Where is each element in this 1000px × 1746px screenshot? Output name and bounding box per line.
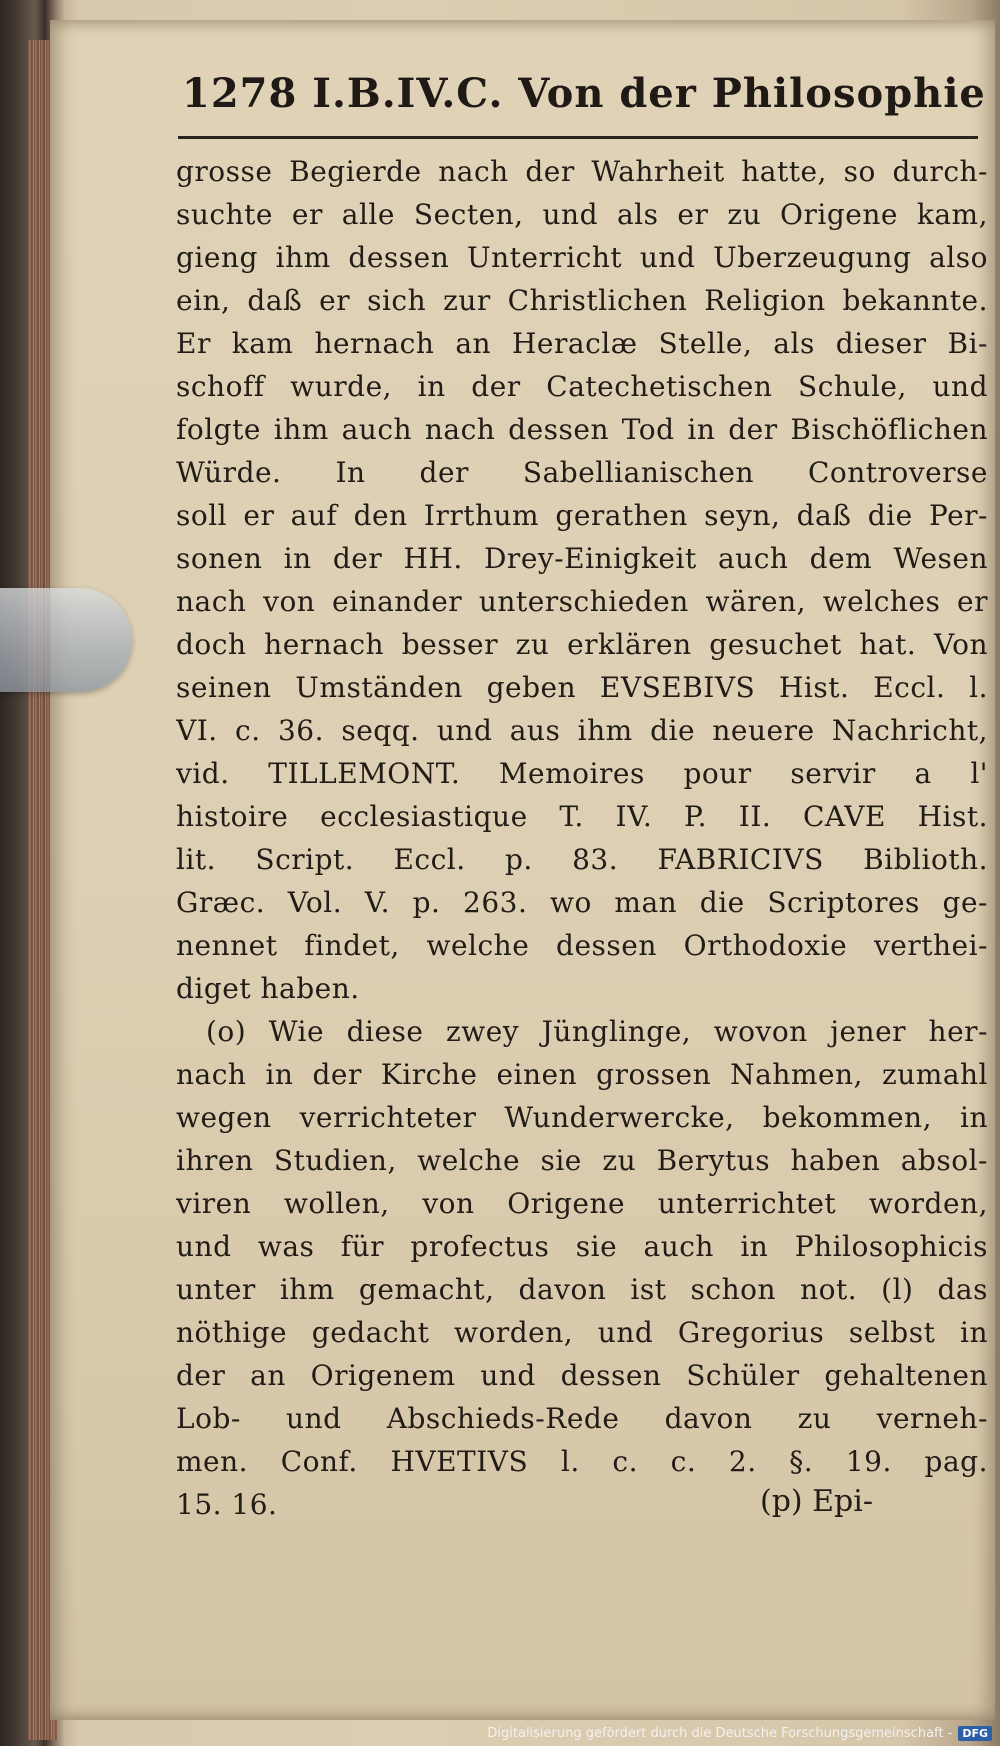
text-line: lit. Script. Eccl. p. 83. FABRICIVS Biblioth. xyxy=(176,843,988,876)
text-line: Er kam hernach an Heraclæ Stelle, als dieser Bi- xyxy=(176,327,988,360)
catchword: (p) Epi- xyxy=(760,1484,873,1519)
header-rule xyxy=(178,136,978,139)
text-line: doch hernach besser zu erklären gesuchet hat. Von xyxy=(176,628,988,661)
text-line: schoff wurde, in der Catechetischen Schule, und xyxy=(176,370,988,403)
digitization-footer xyxy=(487,1722,992,1744)
text-line: soll er auf den Irrthum gerathen seyn, daß die Per- xyxy=(176,499,988,532)
page-body xyxy=(176,150,988,1526)
page-clip xyxy=(0,588,132,692)
text-line: nach von einander unterschieden wären, welches er xyxy=(176,585,988,618)
text-line: viren wollen, von Origene unterrichtet worden, xyxy=(176,1187,988,1220)
text-line: der an Origenem und dessen Schüler gehaltenen xyxy=(176,1359,988,1392)
text-line: Würde. In der Sabellianischen Controverse xyxy=(176,456,988,489)
text-line: sonen in der HH. Drey-Einigkeit auch dem Wesen xyxy=(176,542,988,575)
text-line: seinen Umständen geben EVSEBIVS Hist. Eccl. l. xyxy=(176,671,988,704)
text-line: folgte ihm auch nach dessen Tod in der Bischöflichen xyxy=(176,413,988,446)
text-line: men. Conf. HVETIVS l. c. c. 2. §. 19. pag. xyxy=(176,1445,988,1478)
text-line: nennet findet, welche dessen Orthodoxie verthei- xyxy=(176,929,988,962)
text-line: gieng ihm dessen Unterricht und Uberzeugung also xyxy=(176,241,988,274)
text-line: VI. c. 36. seqq. und aus ihm die neuere Nachricht, xyxy=(176,714,988,747)
running-header: 1278 I.B.IV.C. Von der Philosophie xyxy=(182,70,986,117)
text-line: wegen verrichteter Wunderwercke, bekommen, in xyxy=(176,1101,988,1134)
text-line: ein, daß er sich zur Christlichen Religion bekannte. xyxy=(176,284,988,317)
text-line: grosse Begierde nach der Wahrheit hatte, so durch- xyxy=(176,155,988,188)
text-line: ihren Studien, welche sie zu Berytus haben absol- xyxy=(176,1144,988,1177)
text-line: diget haben. xyxy=(176,972,360,1005)
text-line: histoire ecclesiastique T. IV. P. II. CAVE Hist. xyxy=(176,800,988,833)
text-line: nöthige gedacht worden, und Gregorius selbst in xyxy=(176,1316,988,1349)
text-line: Lob- und Abschieds-Rede davon zu verneh- xyxy=(176,1402,988,1435)
text-line: 15. 16. xyxy=(176,1488,278,1521)
footer-credit: Digitalisierung gefördert durch die Deutsche Forschungsgemeinschaft - xyxy=(487,1725,953,1741)
text-line: (o) Wie diese zwey Jünglinge, wovon jener her- xyxy=(206,1015,988,1048)
text-line: Græc. Vol. V. p. 263. wo man die Scriptores ge- xyxy=(176,886,988,919)
text-line: suchte er alle Secten, und als er zu Origene kam, xyxy=(176,198,988,231)
text-line: unter ihm gemacht, davon ist schon not. (l) das xyxy=(176,1273,988,1306)
text-line: nach in der Kirche einen grossen Nahmen, zumahl xyxy=(176,1058,988,1091)
dfg-logo: DFG xyxy=(958,1726,992,1741)
text-line: vid. TILLEMONT. Memoires pour servir a l' xyxy=(176,757,988,790)
text-line: und was für profectus sie auch in Philosophicis xyxy=(176,1230,988,1263)
